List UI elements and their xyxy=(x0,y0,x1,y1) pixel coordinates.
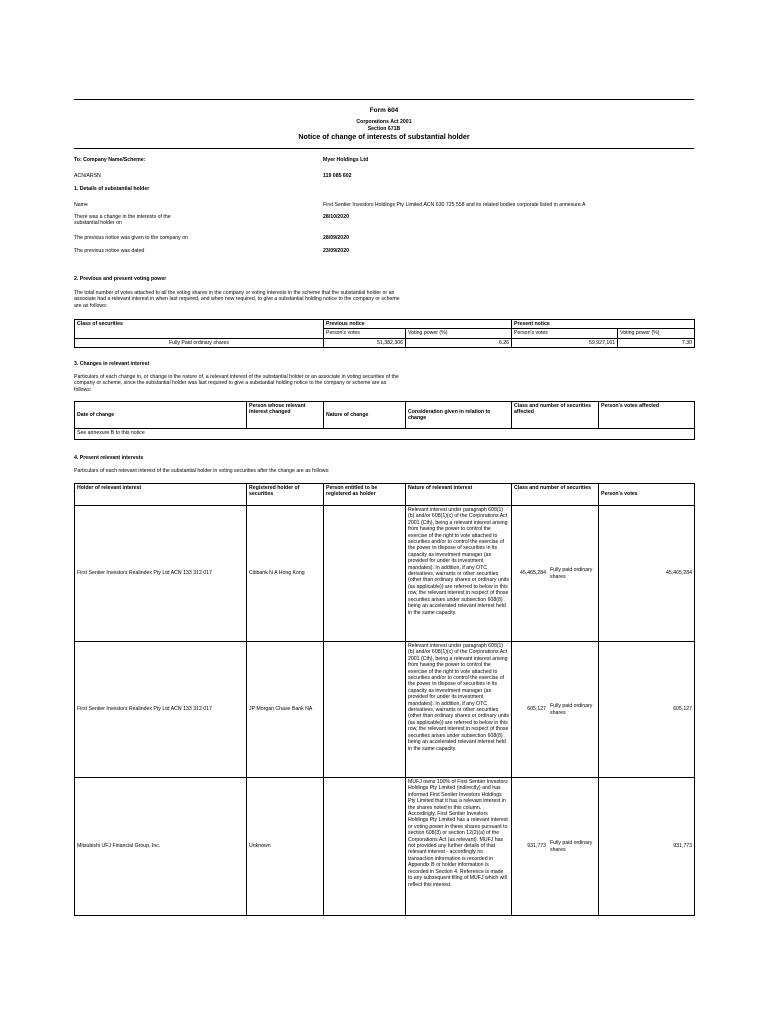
col-persons-votes-header: Person's votes xyxy=(599,484,695,506)
change-date-label: There was a change in the interests of the substantial holder on xyxy=(74,214,171,227)
section1-heading: 1. Details of substantial holder xyxy=(74,186,150,192)
present-power-cell: 7.30 xyxy=(618,338,695,347)
top-rule xyxy=(74,99,694,100)
prev-votes-cell: 51,382,306 xyxy=(324,338,406,347)
prev-given-value: 28/09/2020 xyxy=(323,235,349,241)
present-votes-cell: 59,927,161 xyxy=(512,338,618,347)
registered-holder-cell: JP Morgan Chase Bank NA xyxy=(247,642,324,778)
table-row xyxy=(75,778,695,916)
present-interests-table xyxy=(74,483,695,916)
col-registered-header: Registered holder of securities xyxy=(247,484,324,506)
prev-given-label: The previous notice was given to the company on xyxy=(74,235,188,241)
acn-value: 119 085 602 xyxy=(323,173,352,179)
persons-votes-cell: 931,773 xyxy=(599,778,695,916)
section2-intro: The total number of votes attached to all the voting shares in the company or voting interests in the scheme that the substantial holder or an associate had a relevant interest in when last required, and when now required, to give a substantial holding notice to the company or scheme are as follows: xyxy=(74,290,400,309)
to-company-value: Myer Holdings Ltd xyxy=(323,157,369,163)
table-row xyxy=(75,642,695,778)
securities-class: Fully paid ordinary shares xyxy=(550,703,593,716)
persons-votes-cell: 45,465,284 xyxy=(599,506,695,642)
prev-power-cell: 6.26 xyxy=(406,338,512,347)
col-nature-header: Nature of change xyxy=(324,402,406,429)
col-previous-header: Previous notice xyxy=(324,320,512,329)
see-annexure-cell: See annexure B to this notice xyxy=(75,429,695,440)
prev-dated-label: The previous notice was dated xyxy=(74,248,145,254)
voting-class-cell: Fully Paid ordinary shares xyxy=(75,338,324,347)
col-present-header: Present notice xyxy=(512,320,695,329)
nature-cell: Relevant interest under paragraph 608(1)(b) and/or 608(1)(c) of the Corporations Act 2001 (Cth), being a relevant interest arising from having the power to control the exercise of the right to vote attached to securities and/or to control the exercise of the power to dispose of securities in its capacity as investment manager (as provided for under its investment mandates). In addition, if any OTC derivatives, warrants or other securities (other than ordinary shares or ordinary units (as applicable)) are referred to below in this row, the relevant interest in respect of those securities arises under subsection 608(8) being an accelerated relevant interest held in the same capacity. xyxy=(406,642,512,778)
registered-holder-cell: Citibank N A Hong Kong xyxy=(247,506,324,642)
col-present-votes-header: Person's votes xyxy=(512,329,618,338)
col-date-header: Date of change xyxy=(75,402,247,429)
header-rule xyxy=(74,148,694,149)
securities-number: 605,127 xyxy=(527,706,546,713)
col-prev-votes-header: Person's votes xyxy=(324,329,406,338)
col-class-securities-header: Class and number of securities xyxy=(512,484,599,506)
acn-label: ACN/ARSN xyxy=(74,173,101,179)
holder-name-value: First Sentier Investors Holdings Pty Limited ACN 630 725 558 and its related bodies corporate listed in annexure A xyxy=(323,202,586,208)
nature-cell: MUFJ owns 100% of First Sentier Investors Holdings Pty Limited (indirectly) and has informed First Sentier Investors Holdings Pty Limited that it has a relevant interest in the shares noted in this column. Accordingly, First Sentier Investors Holdings Pty Limited has a relevant interest or voting power in these shares pursuant to section 608(3) or section 12(2)(a) of the Corporations Act (as relevant). MUFJ has not provided any further details of that relevant interest - accordingly no transaction information is recorded in Appendix B or holder information is recorded in Section 4. Reference is made to any subsequent filing of MUFJ which will reflect this interest. xyxy=(406,778,512,916)
class-number-cell xyxy=(512,506,599,642)
col-class-number-header: Class and number of securities affected xyxy=(512,402,599,429)
section-name: Section 671B xyxy=(367,126,401,132)
section3-intro: Particulars of each change in, or change in the nature of, a relevant interest of the substantial holder or an associate in voting securities of the company or scheme, since the substantial holder was last required to give a substantial holding notice to the company or scheme are as follows: xyxy=(74,374,399,393)
form-title: Notice of change of interests of substantial holder xyxy=(298,132,470,141)
class-number-cell xyxy=(512,778,599,916)
holder-cell: Mitsubishi UFJ Financial Group, Inc. xyxy=(75,778,247,916)
col-present-power-header: Voting power (%) xyxy=(618,329,695,338)
section4-heading: 4. Present relevant interests xyxy=(74,455,144,461)
changes-table xyxy=(74,401,695,440)
section3-heading: 3. Changes in relevant interest xyxy=(74,361,150,367)
form-number: Form 604 xyxy=(369,107,399,114)
class-number-cell xyxy=(512,642,599,778)
col-class-header: Class of securities xyxy=(75,320,324,339)
holder-cell: First Sentier Investors Realindex Pty Ltd ACN 133 312 017 xyxy=(75,506,247,642)
entitled-cell xyxy=(324,642,406,778)
form-page xyxy=(74,0,694,1024)
section4-intro: Particulars of each relevant interest of the substantial holder in voting securities after the change are as follows: xyxy=(74,468,330,474)
securities-number: 45,465,284 xyxy=(520,570,546,577)
col-votes-affected-header: Person's votes affected xyxy=(599,402,695,429)
to-company-label: To: Company Name/Scheme: xyxy=(74,157,146,163)
voting-power-table xyxy=(74,319,695,348)
securities-number: 931,773 xyxy=(527,843,546,850)
prev-dated-value: 23/09/2020 xyxy=(323,248,349,254)
act-name: Corporations Act 2001 xyxy=(356,119,412,125)
registered-holder-cell: Unknown xyxy=(247,778,324,916)
entitled-cell xyxy=(324,778,406,916)
col-nature-interest-header: Nature of relevant interest xyxy=(406,484,512,506)
securities-class: Fully paid ordinary shares xyxy=(550,567,593,580)
col-prev-power-header: Voting power (%) xyxy=(406,329,512,338)
persons-votes-cell: 605,127 xyxy=(599,642,695,778)
holder-cell: First Sentier Investors Realindex Pty Ltd ACN 133 312 017 xyxy=(75,642,247,778)
entitled-cell xyxy=(324,506,406,642)
section2-heading: 2. Previous and present voting power xyxy=(74,276,167,282)
table-row xyxy=(75,506,695,642)
change-date-value: 28/10/2020 xyxy=(323,214,349,220)
col-entitled-header: Person entitled to be registered as holder xyxy=(324,484,406,506)
col-person-header: Person whose relevant interest changed xyxy=(247,402,324,429)
securities-class: Fully paid ordinary shares xyxy=(550,840,593,853)
holder-name-label: Name xyxy=(74,202,88,208)
col-consideration-header: Consideration given in relation to change xyxy=(406,402,512,429)
nature-cell: Relevant interest under paragraph 608(1)(b) and/or 608(1)(c) of the Corporations Act 2001 (Cth), being a relevant interest arising from having the power to control the exercise of the right to vote attached to securities and/or to control the exercise of the power to dispose of securities in its capacity as investment manager (as provided for under its investment mandates). In addition, if any OTC derivatives, warrants or other securities (other than ordinary shares or ordinary units (as applicable)) are referred to below in this row, the relevant interest in respect of those securities arises under subsection 608(8) being an accelerated relevant interest held in the same capacity. xyxy=(406,506,512,642)
col-holder-header: Holder of relevant interest xyxy=(75,484,247,506)
